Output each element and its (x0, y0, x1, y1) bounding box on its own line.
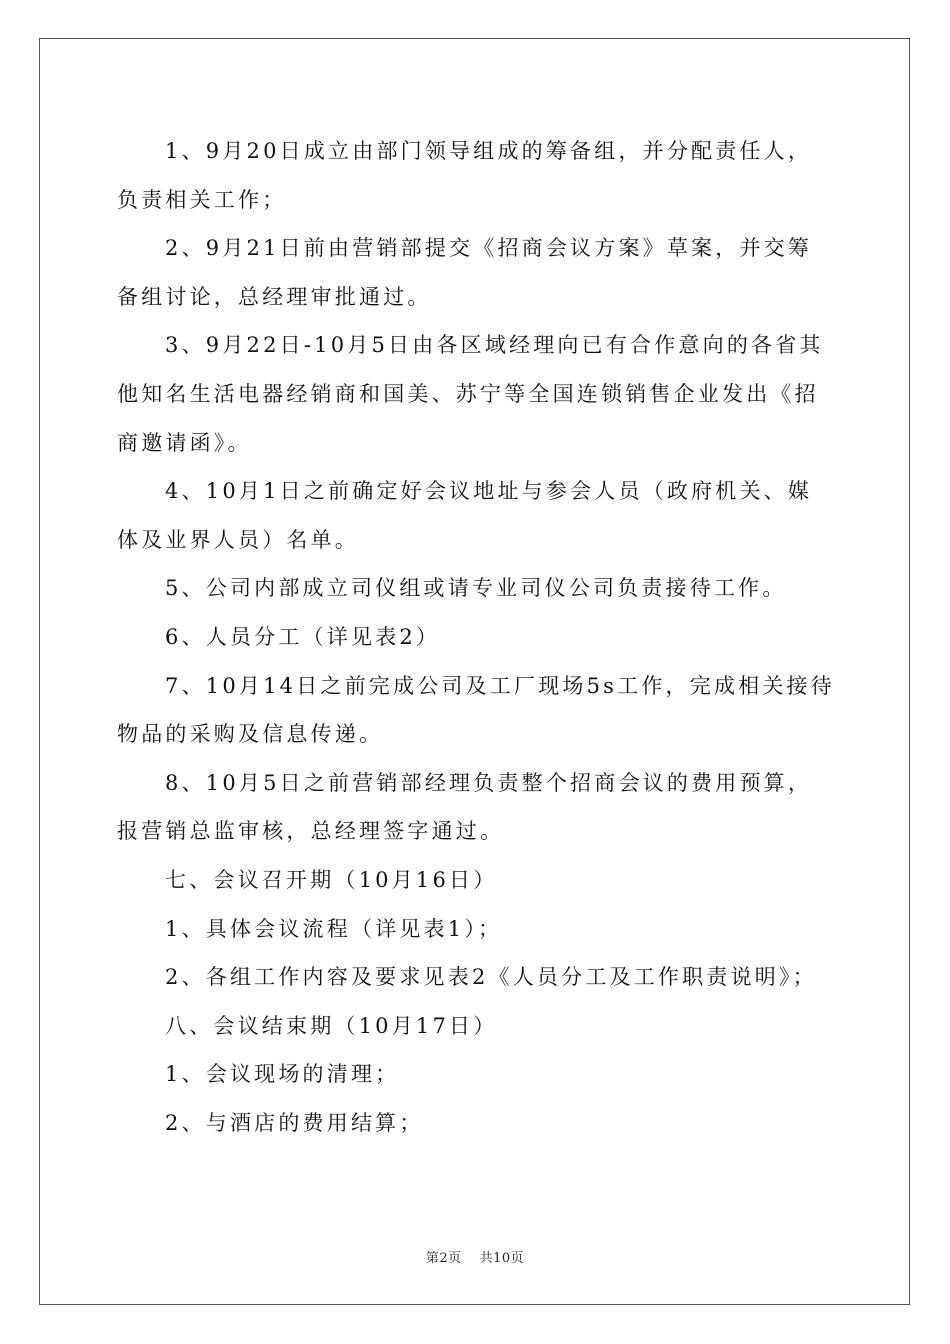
paragraph: 8、10月5日之前营销部经理负责整个招商会议的费用预算，报营销总监审核，总经理签字通过。 (117, 770, 813, 844)
paragraph: 1、9月20日成立由部门领导组成的筹备组，并分配责任人，负责相关工作； (117, 139, 813, 212)
section-heading: 八、会议结束期（10月17日） (165, 1013, 498, 1038)
page-number: 第2页 (425, 1251, 462, 1266)
paragraph: 1、会议现场的清理； (165, 1062, 400, 1087)
paragraph: 7、10月14日之前完成公司及工厂现场5s工作，完成相关接待物品的采购及信息传递。 (117, 673, 835, 747)
paragraph: 2、各组工作内容及要求见表2《人员分工及工作职责说明》； (165, 965, 817, 990)
paragraph: 2、9月21日前由营销部提交《招商会议方案》草案，并交筹备组讨论，总经理审批通过。 (117, 236, 813, 309)
paragraph: 6、人员分工（详见表2） (165, 624, 441, 649)
paragraph: 4、10月1日之前确定好会议地址与参会人员（政府机关、媒体及业界人员）名单。 (117, 479, 813, 552)
page-footer (0, 1247, 950, 1266)
paragraph: 5、公司内部成立司仪组或请专业司仪公司负责接待工作。 (165, 576, 787, 601)
paragraph: 2、与酒店的费用结算； (165, 1110, 424, 1135)
page-total: 共10页 (479, 1251, 525, 1266)
paragraph: 1、具体会议流程（详见表1）； (165, 916, 503, 941)
document-body (117, 127, 835, 1147)
paragraph: 3、9月22日-10月5日由各区域经理向已有合作意向的各省其他知名生活电器经销商和国美、苏宁等全国连锁销售企业发出《招商邀请函》。 (117, 333, 824, 455)
section-heading: 七、会议召开期（10月16日） (165, 867, 498, 892)
